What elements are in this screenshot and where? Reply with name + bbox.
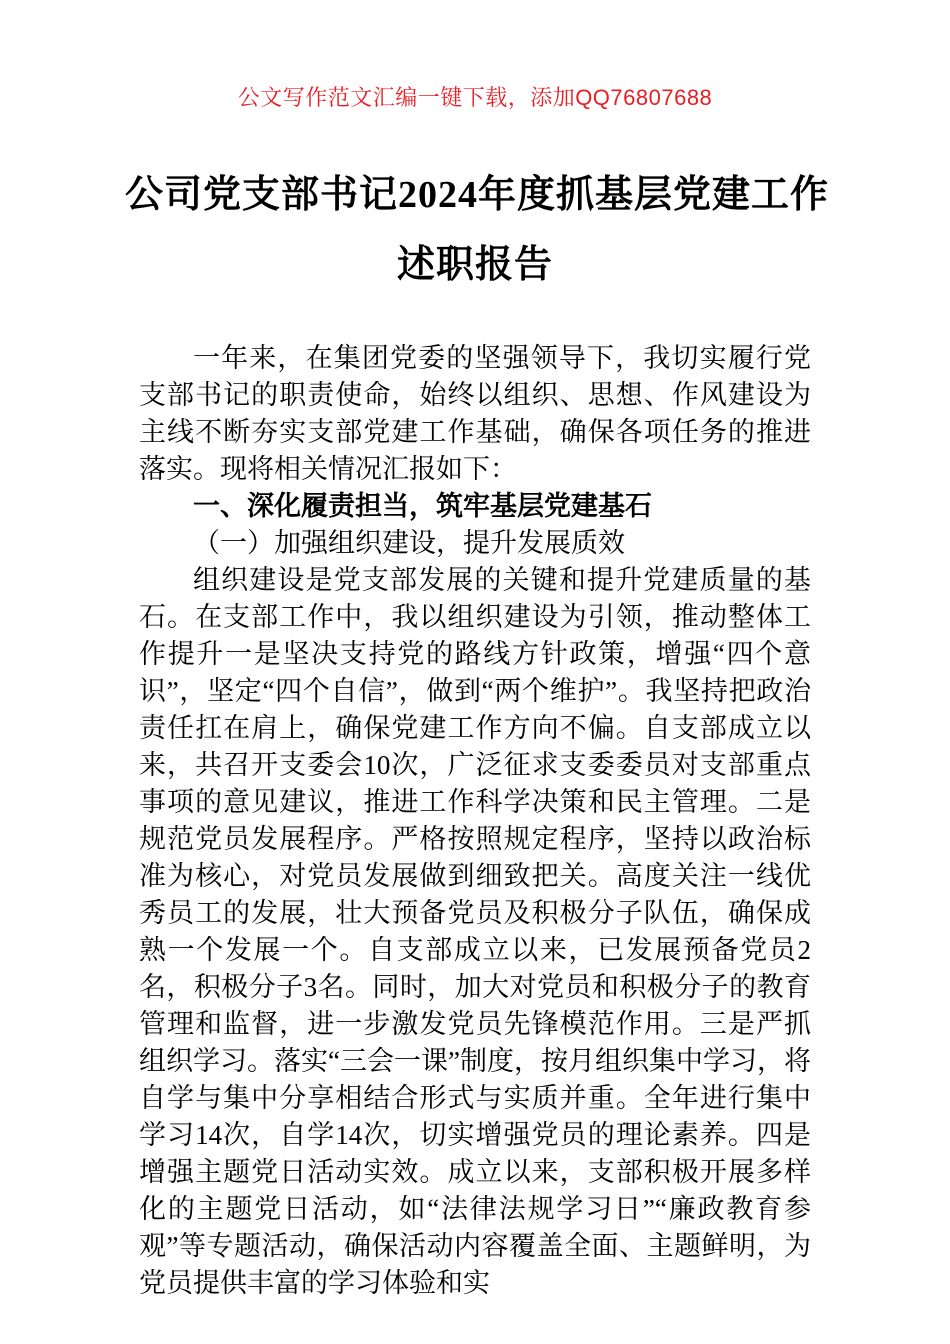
document-title-line-1: 公司党支部书记2024年度抓基层党建工作	[125, 174, 830, 216]
document-body	[139, 340, 811, 1302]
paragraph-section-1-body: 组织建设是党支部发展的关键和提升党建质量的基石。在支部工作中，我以组织建设为引领，推动整体工作提升一是坚决支持党的路线方针政策，增强“四个意识”，坚定“四个自信”，做到“两个维护”。我坚持把政治责任扛在肩上，确保党建工作方向不偏。自支部成立以来，共召开支委会10次，广泛征求支委委员对支部重点事项的意见建议，推进工作科学决策和民主管理。二是规范党员发展程序。严格按照规定程序，坚持以政治标准为核心，对党员发展做到细致把关。高度关注一线优秀员工的发展，壮大预备党员及积极分子队伍，确保成熟一个发展一个。自支部成立以来，已发展预备党员2名，积极分子3名。同时，加大对党员和积极分子的教育管理和监督，进一步激发党员先锋模范作用。三是严抓组织学习。落实“三会一课”制度，按月组织集中学习，将自学与集中分享相结合形式与实质并重。全年进行集中学习14次，自学14次，切实增强党员的理论素养。四是增强主题党日活动实效。成立以来，支部积极开展多样化的主题党日活动，如“法律法规学习日”“廉政教育参观”等专题活动，确保活动内容覆盖全面、主题鲜明，为党员提供丰富的学习体验和实	[139, 565, 811, 1298]
header-notice-text: 公文写作范文汇编一键下载，添加QQ76807688	[237, 85, 713, 110]
paragraph-intro: 一年来，在集团党委的坚强领导下，我切实履行党支部书记的职责使命，始终以组织、思想、作风建设为主线不断夯实支部党建工作基础，确保各项任务的推进落实。现将相关情况汇报如下：	[139, 343, 811, 484]
document-title-line-2: 述职报告	[396, 244, 553, 286]
section-heading-1: 一、深化履责担当，筑牢基层党建基石	[193, 491, 652, 521]
subsection-heading-1-1: （一）加强组织建设，提升发展质效	[193, 528, 625, 558]
document-title	[125, 160, 830, 300]
